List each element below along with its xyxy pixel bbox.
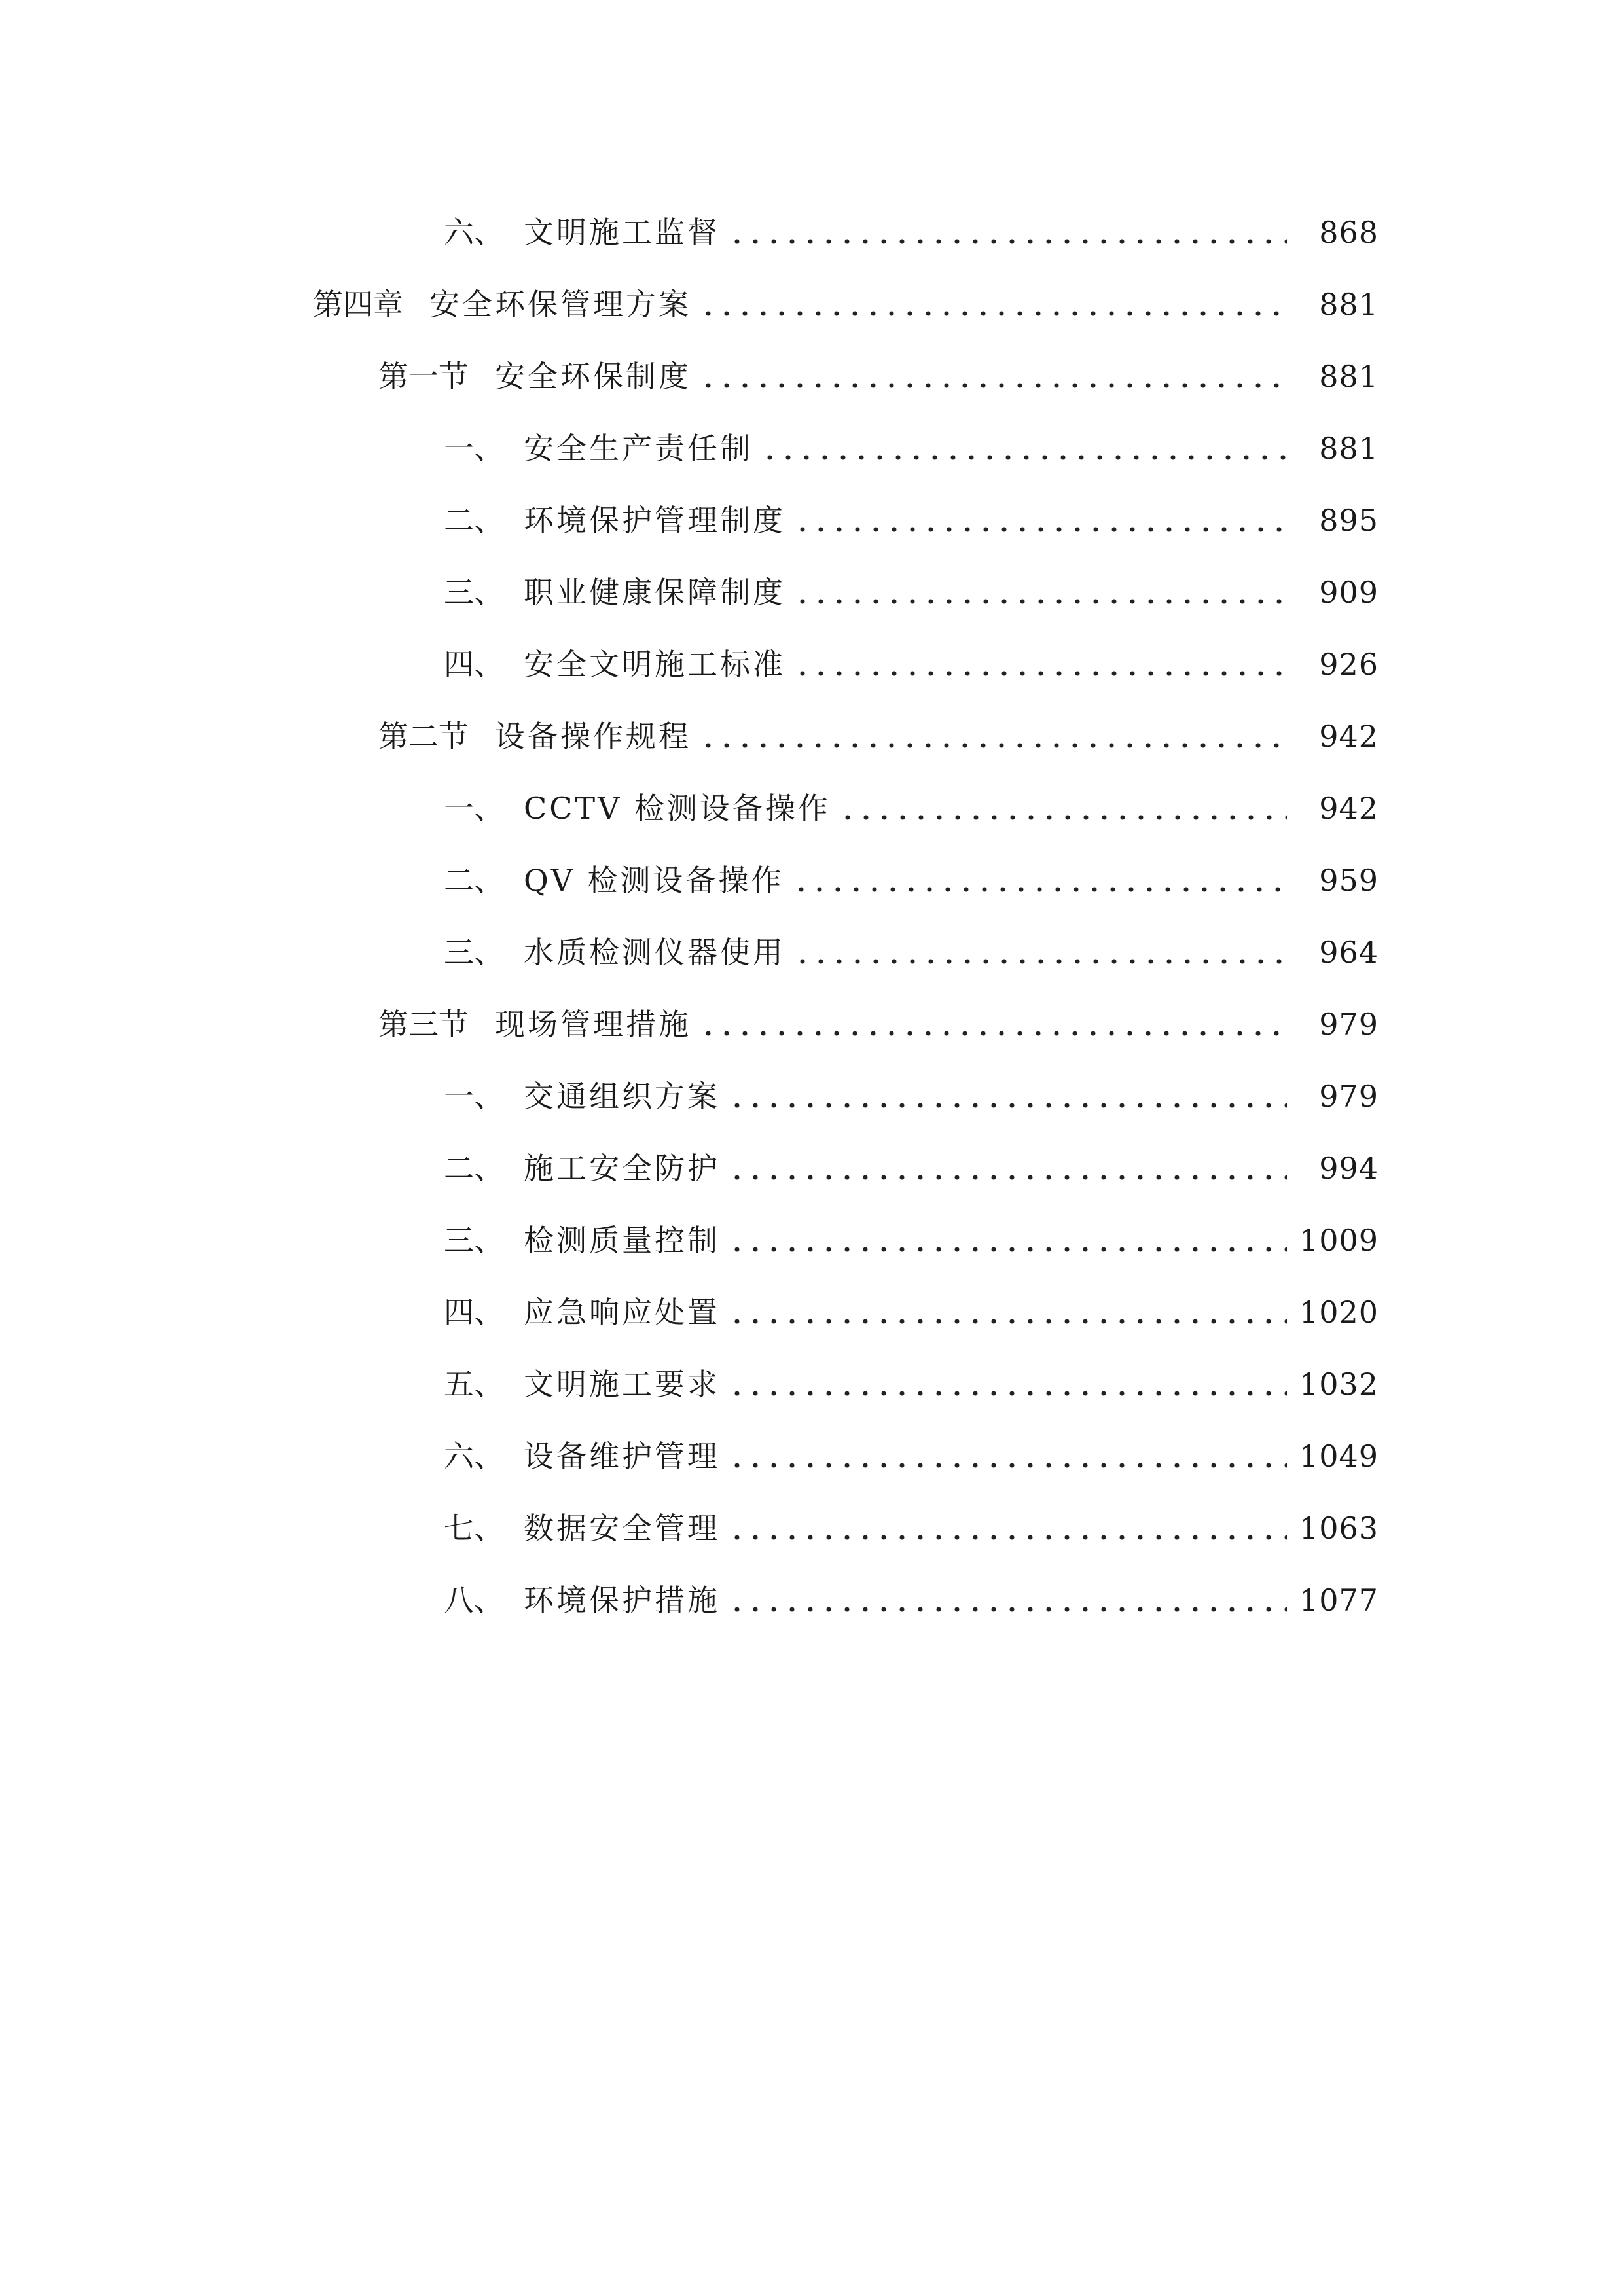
dot-leader: [793, 649, 1287, 679]
dot-leader: [793, 937, 1287, 967]
toc-entry-page: 979: [1319, 1079, 1379, 1114]
toc-entry-title: 应急响应处置: [524, 1295, 720, 1330]
toc-entry[interactable]: [0, 340, 1624, 412]
toc-entry-page: 1020: [1299, 1295, 1379, 1330]
toc-entry-page: 942: [1319, 791, 1379, 826]
dot-leader: [728, 1081, 1287, 1111]
toc-entry-title: 水质检测仪器使用: [524, 935, 785, 970]
toc-entry[interactable]: [0, 916, 1624, 988]
toc-entry-title: 安全生产责任制: [524, 431, 753, 466]
toc-entry-number: 第二节: [378, 719, 469, 754]
toc-entry[interactable]: [0, 412, 1624, 484]
toc-entry[interactable]: [0, 1348, 1624, 1420]
toc-entry-label: [444, 503, 785, 538]
toc-entry-title: 文明施工监督: [524, 215, 720, 250]
toc-entry-page: 1063: [1299, 1511, 1379, 1546]
dot-leader: [793, 577, 1287, 607]
toc-entry-title: 设备操作规程: [495, 719, 691, 754]
toc-entry-page: 895: [1319, 503, 1379, 538]
toc-entry-label: [444, 215, 720, 250]
toc-entry-page: 926: [1319, 647, 1379, 682]
toc-entry[interactable]: [0, 556, 1624, 628]
toc-entry-title: 安全环保管理方案: [429, 287, 691, 322]
toc-entry-label: [313, 287, 691, 322]
toc-entry-label: [444, 1583, 720, 1618]
dot-leader: [699, 721, 1287, 751]
toc-entry[interactable]: [0, 700, 1624, 772]
toc-entry[interactable]: [0, 1060, 1624, 1132]
dot-leader: [699, 361, 1287, 391]
toc-entry-label: [444, 1151, 720, 1186]
toc-entry-label: [444, 1079, 720, 1114]
dot-leader: [761, 433, 1287, 463]
toc-entry-label: [444, 1511, 720, 1546]
toc-entry-label: [378, 359, 691, 394]
toc-entry-title: 数据安全管理: [524, 1511, 720, 1546]
dot-leader: [728, 1585, 1287, 1615]
toc-entry-number: 三、: [444, 935, 504, 970]
toc-entry-number: 第四章: [313, 287, 403, 322]
toc-entry-number: 三、: [444, 575, 504, 610]
toc-entry-title: 施工安全防护: [524, 1151, 720, 1186]
toc-entry-label: [444, 1367, 720, 1402]
toc-entry-title: QV 检测设备操作: [524, 863, 784, 898]
toc-entry-number: 二、: [444, 863, 504, 898]
toc-entry-number: 八、: [444, 1583, 504, 1618]
toc-entry-label: [444, 575, 785, 610]
toc-entry-label: [444, 647, 785, 682]
toc-entry[interactable]: [0, 1132, 1624, 1204]
dot-leader: [728, 1513, 1287, 1543]
toc-entry[interactable]: [0, 844, 1624, 916]
toc-entry-number: 一、: [444, 431, 504, 466]
toc-entry-number: 二、: [444, 1151, 504, 1186]
toc-entry-page: 979: [1319, 1007, 1379, 1042]
toc-entry-title: 检测质量控制: [524, 1223, 720, 1258]
dot-leader: [728, 1369, 1287, 1399]
dot-leader: [728, 217, 1287, 247]
toc-entry-title: 文明施工要求: [524, 1367, 720, 1402]
toc-entry-label: [444, 431, 753, 466]
toc-entry-label: [378, 719, 691, 754]
dot-leader: [728, 1225, 1287, 1255]
toc-entry[interactable]: [0, 1420, 1624, 1492]
dot-leader: [792, 865, 1287, 895]
toc-entry-page: 942: [1319, 719, 1379, 754]
toc-entry-label: [444, 1295, 720, 1330]
toc-entry-page: 1032: [1299, 1367, 1379, 1402]
toc-entry-page: 881: [1319, 359, 1379, 394]
toc-entry-page: 881: [1319, 287, 1379, 322]
toc-entry-page: 868: [1319, 215, 1379, 250]
toc-entry-page: 881: [1319, 431, 1379, 466]
toc-entry[interactable]: [0, 772, 1624, 844]
toc-entry-title: 设备维护管理: [524, 1439, 720, 1474]
dot-leader: [793, 505, 1287, 535]
toc-entry-title: 安全环保制度: [495, 359, 691, 394]
toc-entry-page: 909: [1319, 575, 1379, 610]
toc-entry-number: 一、: [444, 1079, 504, 1114]
toc-entry-label: [444, 1439, 720, 1474]
toc-entry[interactable]: [0, 628, 1624, 700]
toc-entry[interactable]: [0, 268, 1624, 340]
dot-leader: [728, 1297, 1287, 1327]
toc-entry-number: 三、: [444, 1223, 504, 1258]
table-of-contents: [0, 196, 1624, 1636]
toc-entry[interactable]: [0, 196, 1624, 268]
dot-leader: [699, 1009, 1287, 1039]
toc-entry-label: [444, 863, 784, 898]
toc-entry-number: 六、: [444, 1439, 504, 1474]
toc-entry-title: 现场管理措施: [495, 1007, 691, 1042]
toc-entry-number: 二、: [444, 503, 504, 538]
toc-entry-label: [444, 791, 831, 826]
toc-entry-label: [444, 1223, 720, 1258]
toc-entry-page: 1077: [1299, 1583, 1379, 1618]
toc-entry-label: [378, 1007, 691, 1042]
toc-entry-title: 交通组织方案: [524, 1079, 720, 1114]
toc-entry[interactable]: [0, 484, 1624, 556]
dot-leader: [839, 793, 1287, 823]
toc-entry-number: 四、: [444, 1295, 504, 1330]
dot-leader: [699, 289, 1287, 319]
toc-entry[interactable]: [0, 1276, 1624, 1348]
toc-entry-title: 安全文明施工标准: [524, 647, 785, 682]
toc-entry-page: 994: [1319, 1151, 1379, 1186]
toc-entry-title: 职业健康保障制度: [524, 575, 785, 610]
toc-entry[interactable]: [0, 988, 1624, 1060]
toc-entry-title: CCTV 检测设备操作: [524, 791, 831, 826]
toc-entry[interactable]: [0, 1564, 1624, 1636]
toc-entry-number: 第三节: [378, 1007, 469, 1042]
toc-entry-number: 第一节: [378, 359, 469, 394]
toc-entry-number: 五、: [444, 1367, 504, 1402]
toc-entry-label: [444, 935, 785, 970]
toc-entry-title: 环境保护措施: [524, 1583, 720, 1618]
toc-entry-number: 四、: [444, 647, 504, 682]
toc-entry-page: 1049: [1299, 1439, 1379, 1474]
toc-entry-page: 959: [1319, 863, 1379, 898]
toc-entry-title: 环境保护管理制度: [524, 503, 785, 538]
toc-entry-number: 六、: [444, 215, 504, 250]
toc-entry-page: 964: [1319, 935, 1379, 970]
toc-entry-page: 1009: [1299, 1223, 1379, 1258]
toc-entry-number: 一、: [444, 791, 504, 826]
dot-leader: [728, 1153, 1287, 1183]
toc-entry-number: 七、: [444, 1511, 504, 1546]
dot-leader: [728, 1441, 1287, 1471]
toc-entry[interactable]: [0, 1204, 1624, 1276]
toc-entry[interactable]: [0, 1492, 1624, 1564]
